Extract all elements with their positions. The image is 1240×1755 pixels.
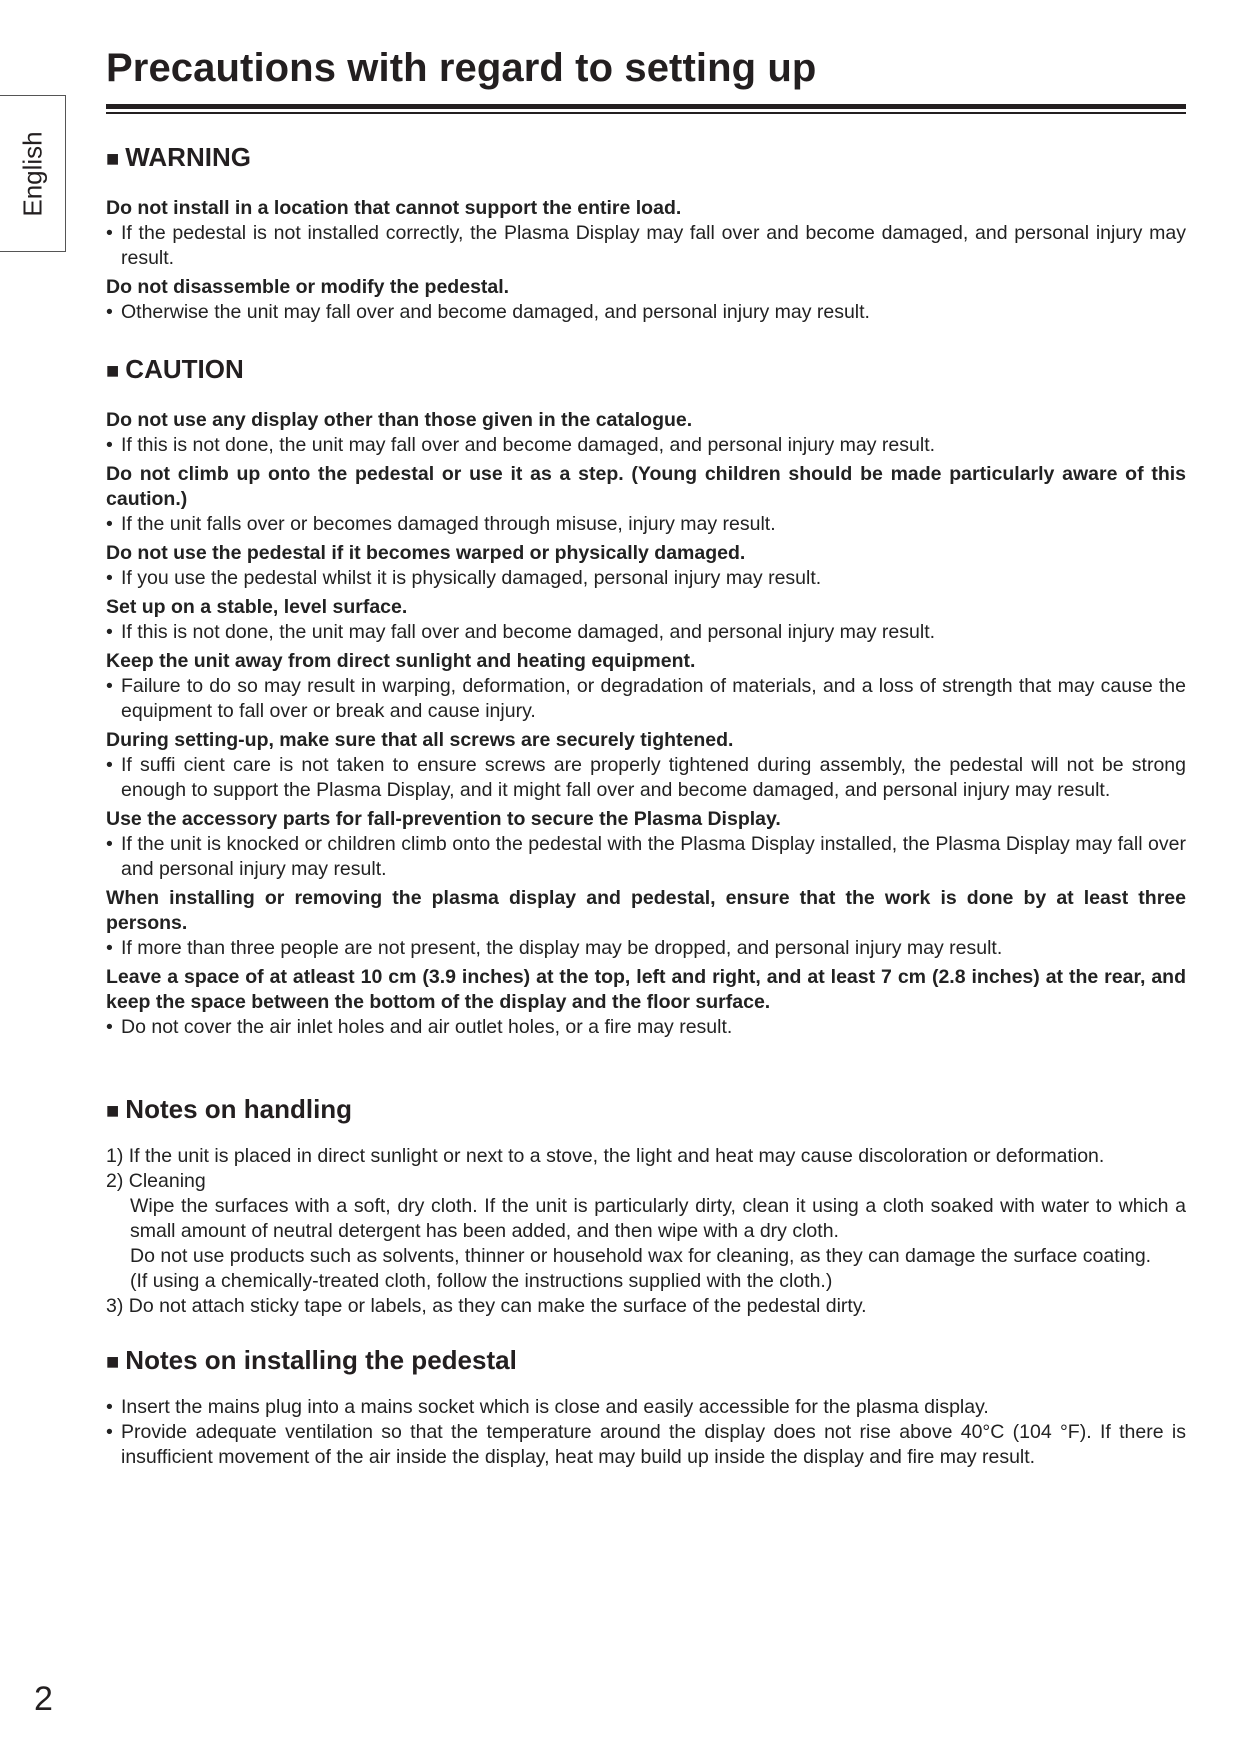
handling-section xyxy=(106,1086,1186,1319)
black-square-icon: ■ xyxy=(106,358,120,383)
caution-item-heading: Leave a space of at atleast 10 cm (3.9 inches) at the top, left and right, and at least 7 cm (2.8 inches) at the rear, and keep the space between the bottom of the display and the floor surface. xyxy=(106,966,1186,1013)
handling-item-2-paragraph: Do not use products such as solvents, thinner or household wax for cleaning, as they can damage the surface coating. xyxy=(130,1245,1152,1267)
handling-item-1: 1) If the unit is placed in direct sunlight or next to a stove, the light and heat may cause discoloration or deformation. xyxy=(106,1145,1105,1167)
handling-item-2-paragraph: (If using a chemically-treated cloth, follow the instructions supplied with the cloth.) xyxy=(130,1270,833,1292)
caution-item-heading: During setting-up, make sure that all screws are securely tightened. xyxy=(106,729,734,751)
caution-item-bullet: • If more than three people are not present, the display may be dropped, and personal injury may result. xyxy=(106,936,1186,961)
warning-item-heading: Do not install in a location that cannot support the entire load. xyxy=(106,197,682,219)
caution-item-heading: Set up on a stable, level surface. xyxy=(106,596,408,618)
handling-item-3: 3) Do not attach sticky tape or labels, as they can make the surface of the pedestal dirty. xyxy=(106,1295,867,1317)
caution-item-bullet: • Failure to do so may result in warping, deformation, or degradation of materials, and a loss of strength that may cause the equipment to fall over or break and cause injury. xyxy=(106,674,1186,724)
black-square-icon: ■ xyxy=(106,146,120,171)
caution-item-bullet: • If this is not done, the unit may fall over and become damaged, and personal injury may result. xyxy=(106,620,1186,645)
warning-item-heading: Do not disassemble or modify the pedestal. xyxy=(106,276,510,298)
page-number: 2 xyxy=(34,1680,53,1718)
caution-item-heading: Keep the unit away from direct sunlight and heating equipment. xyxy=(106,650,696,672)
language-tab-label: English xyxy=(17,130,47,217)
warning-section xyxy=(106,134,1186,325)
caution-item-heading: Use the accessory parts for fall-prevention to secure the Plasma Display. xyxy=(106,808,781,830)
warning-heading: ■ WARNING xyxy=(106,142,251,172)
warning-item-bullet: • Otherwise the unit may fall over and become damaged, and personal injury may result. xyxy=(106,300,1186,325)
title-rule-thick xyxy=(106,104,1186,109)
handling-item-2: 2) Cleaning xyxy=(106,1170,206,1192)
caution-item-bullet: • If the unit falls over or becomes damaged through misuse, injury may result. xyxy=(106,512,1186,537)
installing-section xyxy=(106,1337,1186,1470)
caution-item-bullet: • If this is not done, the unit may fall over and become damaged, and personal injury may result. xyxy=(106,433,1186,458)
caution-item-bullet: • If suffi cient care is not taken to ensure screws are properly tightened during assembly, the pedestal will not be strong enough to support the Plasma Display, and it might fall over and become damaged, and personal injury may result. xyxy=(106,753,1186,803)
caution-item-bullet: • Do not cover the air inlet holes and air outlet holes, or a fire may result. xyxy=(106,1015,1186,1040)
black-square-icon: ■ xyxy=(106,1098,120,1123)
caution-item-heading: Do not use any display other than those given in the catalogue. xyxy=(106,409,693,431)
black-square-icon: ■ xyxy=(106,1349,120,1374)
caution-item-bullet: • If the unit is knocked or children climb onto the pedestal with the Plasma Display installed, the Plasma Display may fall over and personal injury may result. xyxy=(106,832,1186,882)
installing-heading: ■ Notes on installing the pedestal xyxy=(106,1345,517,1375)
handling-item-2-paragraph: Wipe the surfaces with a soft, dry cloth. If the unit is particularly dirty, clean it using a cloth soaked with water to which a small amount of neutral detergent has been added, and then wipe with a dry cloth. xyxy=(130,1195,1186,1242)
installing-bullet: • Insert the mains plug into a mains socket which is close and easily accessible for the plasma display. xyxy=(106,1395,1186,1420)
page-title: Precautions with regard to setting up xyxy=(106,46,817,90)
caution-item-heading: Do not climb up onto the pedestal or use it as a step. (Young children should be made particularly aware of this caution.) xyxy=(106,463,1186,510)
title-rule-thin xyxy=(106,112,1186,114)
warning-item-bullet: • If the pedestal is not installed correctly, the Plasma Display may fall over and become damaged, and personal injury may result. xyxy=(106,221,1186,271)
handling-heading: ■ Notes on handling xyxy=(106,1094,353,1124)
caution-item-heading: When installing or removing the plasma display and pedestal, ensure that the work is done by at least three persons. xyxy=(106,887,1186,934)
installing-bullet: • Provide adequate ventilation so that the temperature around the display does not rise above 40°C (104 °F). If there is insufficient movement of the air inside the display, heat may build up inside the display and fire may result. xyxy=(106,1420,1186,1470)
caution-section xyxy=(106,346,1186,1040)
caution-item-heading: Do not use the pedestal if it becomes warped or physically damaged. xyxy=(106,542,746,564)
language-tab xyxy=(0,95,66,252)
caution-item-bullet: • If you use the pedestal whilst it is physically damaged, personal injury may result. xyxy=(106,566,1186,591)
caution-heading: ■ CAUTION xyxy=(106,354,244,384)
page-content xyxy=(106,134,1186,1470)
